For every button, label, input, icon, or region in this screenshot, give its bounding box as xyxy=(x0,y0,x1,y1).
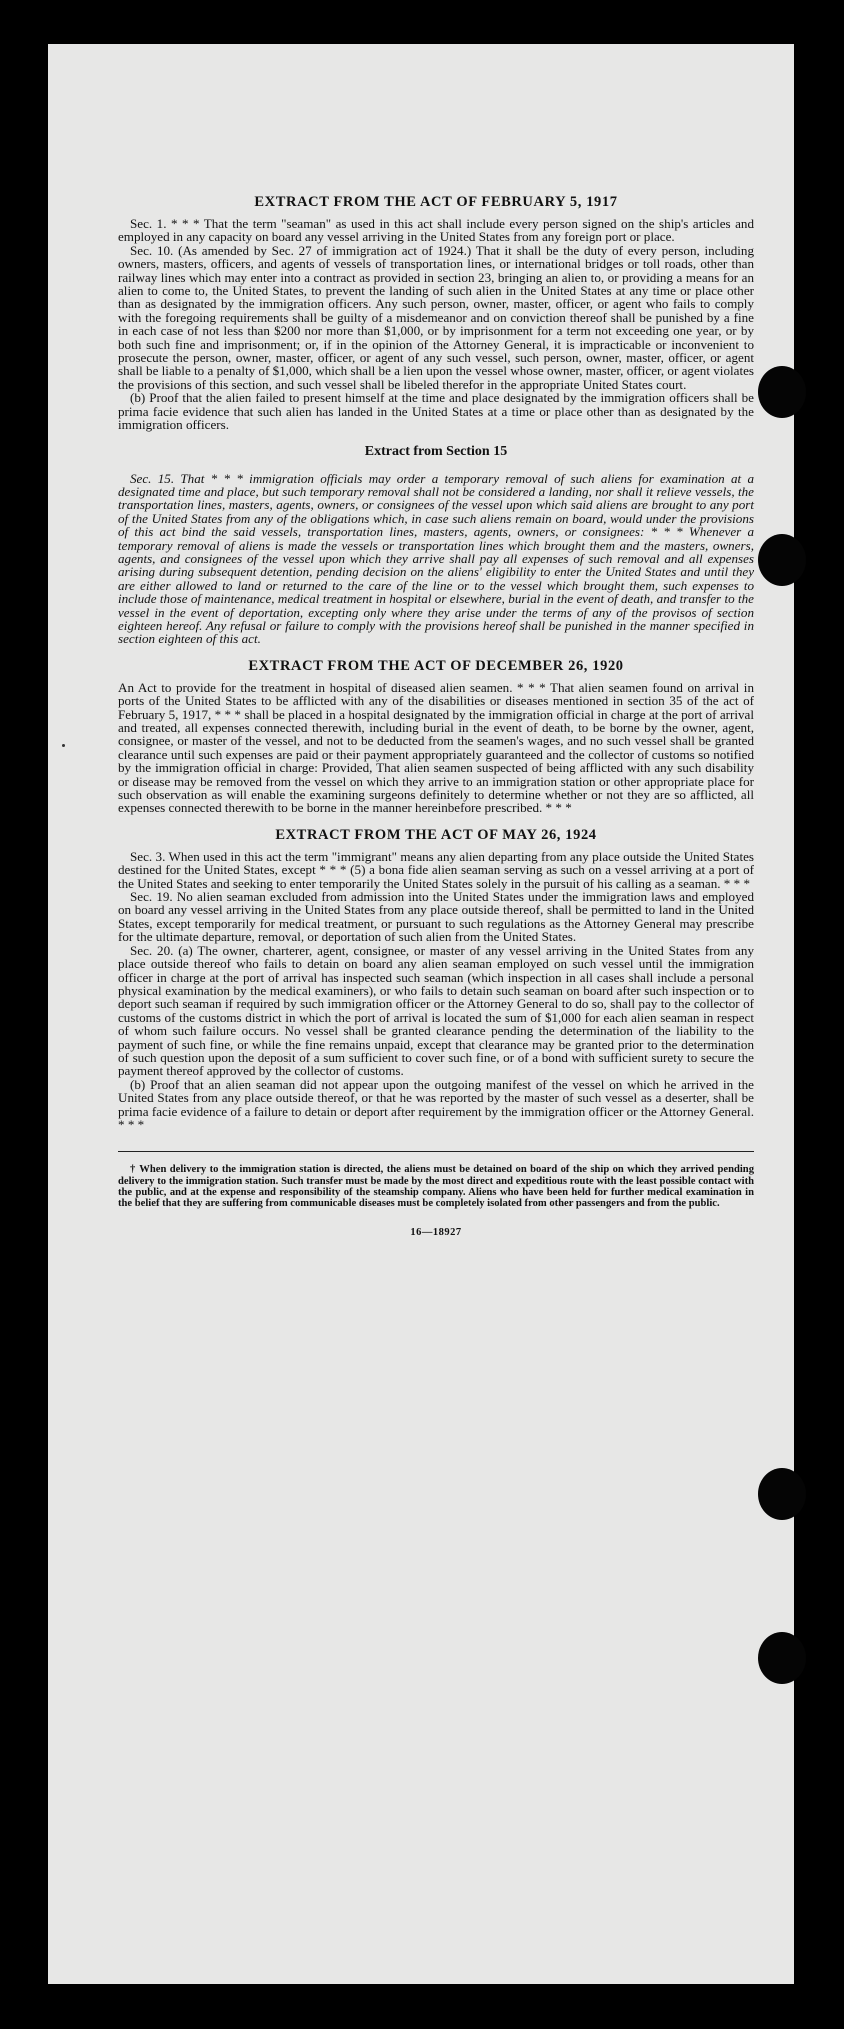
form-number: 16—18927 xyxy=(410,1227,462,1239)
section1-para-2: Sec. 10. (As amended by Sec. 27 of immigration act of 1924.) That it shall be the duty of every person, including owners, masters, officers, and agents of vessels of transportation lines, or international bridges or toll roads, other than railway lines which may enter into a contract as provided in section 23, bringing an alien to, or providing a means for an alien to come to, the United States, to prevent the landing of such alien in the United States at any time or place other than as designated by the immigration officers. Any such person, owner, master, officer, or agent who fails to comply with the foregoing requirements shall be guilty of a misdemeanor and on conviction thereof shall be punished by a fine in each case of not less than $200 nor more than $1,000, or by imprisonment for a term not exceeding one year, or by both such fine and imprisonment; or, if in the opinion of the Attorney General, it is impracticable or inconvenient to prosecute the person, owner, master, officer, or agent of any such vessel, such person, owner, master, officer, or agent shall be liable to a penalty of $1,000, which shall be a lien upon the vessel whose owner, master, officer, or agent violates the provisions of this section, and such vessel shall be libeled therefor in the appropriate United States court. xyxy=(118,242,754,392)
punch-hole-4 xyxy=(758,1632,806,1684)
section2-para: Sec. 15. That * * * immigration officials may order a temporary removal of such aliens for examination at a designated time and place, but such temporary removal shall not be considered a landing, nor shall it relieve vessels, the transportation lines, masters, agents, owners, or consignees of the vessel upon which said aliens are brought to any port of the United States from any of the obligations which, in case such aliens remain on board, would under the provisions of this act bind the said vessels, transportation lines, masters, agents, owners, or consignees: * * * Whenever a temporary removal of aliens is made the vessels or transportation lines which brought them and the masters, owners, agents, and consignees of the vessel upon which they arrive shall pay all expenses of such removal and all expenses arising during subsequent detention, pending decision on the aliens' eligibility to enter the United States and until they are either allowed to land or returned to the care of the line or to the vessel which brought them, such expenses to include those of maintenance, medical treatment in hospital or elsewhere, burial in the event of death, and transfer to the vessel in the event of deportation, excepting only where they arise under the terms of any of the provisos of section eighteen hereof. Any refusal or failure to comply with the provisions hereof shall be punished in the manner specified in section eighteen of this act. xyxy=(118,470,754,647)
document-page xyxy=(48,44,794,1984)
section3-para: An Act to provide for the treatment in hospital of diseased alien seamen. * * * That alien seamen found on arrival in ports of the United States to be afflicted with any of the disabilities or diseases mentioned in section 35 of the act of February 5, 1917, * * * shall be placed in a hospital designated by the immigration official in charge at the port of arrival and treated, all expenses connected therewith, including burial in the event of death, to be borne by the owner, agent, consignee, or master of the vessel, and not to be deducted from the seamen's wages, and no such vessel shall be granted clearance until such expenses are paid or their payment appropriately guaranteed and the collector of customs so notified by the immigration official in charge: Provided, That alien seamen suspected of being afflicted with any such disability or disease may be removed from the vessel on which they arrive to an immigration station or other appropriate place for such observation as will enable the examining surgeons definitely to determine whether or not they are so afflicted, all expenses connected therewith to be borne in the manner hereinbefore prescribed. * * * xyxy=(118,679,754,816)
section4-heading: EXTRACT FROM THE ACT OF MAY 26, 1924 xyxy=(275,826,597,843)
section4-para-4: (b) Proof that an alien seaman did not appear upon the outgoing manifest of the vessel on which he arrived in the United States from any place outside thereof, or that he was reported by the master of such vessel as a deserter, shall be prima facie evidence of a failure to detain or deport after requirement by the immigration officer or the Attorney General. * * * xyxy=(118,1076,754,1132)
section3-heading: EXTRACT FROM THE ACT OF DECEMBER 26, 1920 xyxy=(248,657,624,674)
footnote: † When delivery to the immigration station is directed, the aliens must be detained on board of the ship on which they arrived pending delivery to the immigration station. Such transfer must be made by the most direct and expeditious route with the least possible contact with the public, and at the expense and responsibility of the steamship company. Aliens who have been held for further medical examination in the belief that they are suffering from communicable diseases must be completely isolated from other passengers and from the public. xyxy=(118,1164,754,1209)
section1-para-3: (b) Proof that the alien failed to present himself at the time and place designated by the immigration officers shall be prima facie evidence that such alien has landed in the United States at a time or place other than as designated by the immigration officers. xyxy=(118,390,754,433)
section1-para-1: Sec. 1. * * * That the term "seaman" as used in this act shall include every person signed on the ship's articles and employed in any capacity on board any vessel arriving in the United States from any foreign port or place. xyxy=(118,216,754,245)
section4-para-2: Sec. 19. No alien seaman excluded from admission into the United States under the immigration laws and employed on board any vessel arriving in the United States from any place outside thereof, shall be permitted to land in the United States, except temporarily for medical treatment, or pursuant to such regulations as the Attorney General may prescribe for the ultimate departure, removal, or deportation of such alien from the United States. xyxy=(118,889,754,945)
section1-heading: EXTRACT FROM THE ACT OF FEBRUARY 5, 1917 xyxy=(254,194,618,210)
punch-hole-3 xyxy=(758,1468,806,1520)
section2-heading: Extract from Section 15 xyxy=(364,443,508,459)
punch-hole-2 xyxy=(758,534,806,586)
section4-para-1: Sec. 3. When used in this act the term "immigrant" means any alien departing from any place outside the United States destined for the United States, except * * * (5) a bona fide alien seaman serving as such on a vessel arriving at a port of the United States and seeking to enter temporarily the United States solely in the pursuit of his calling as a seaman. * * * xyxy=(118,848,754,891)
footnote-divider xyxy=(118,1151,754,1152)
section4-para-3: Sec. 20. (a) The owner, charterer, agent, consignee, or master of any vessel arriving in the United States from any place outside thereof who fails to detain on board any alien seaman employed on such vessel until the immigration officer in charge at the port of arrival has inspected such seaman (which inspection in all cases shall include a personal physical examination by the medical examiners), or who fails to detain such seaman on board after such inspection or to deport such seaman if required by such immigration officer or the Attorney General to do so, shall pay to the collector of customs of the customs district in which the port of arrival is located the sum of $1,000 for each alien seaman in respect of whom such failure occurs. No vessel shall be granted clearance pending the determination of the liability to the payment of such fine, or while the fine remains unpaid, except that clearance may be granted prior to the determination of such question upon the deposit of a sum sufficient to cover such fine, or of a bond with sufficient surety to secure the payment thereof approved by the collector of customs. xyxy=(118,942,754,1079)
ink-speck xyxy=(62,744,65,747)
punch-hole-1 xyxy=(758,366,806,418)
